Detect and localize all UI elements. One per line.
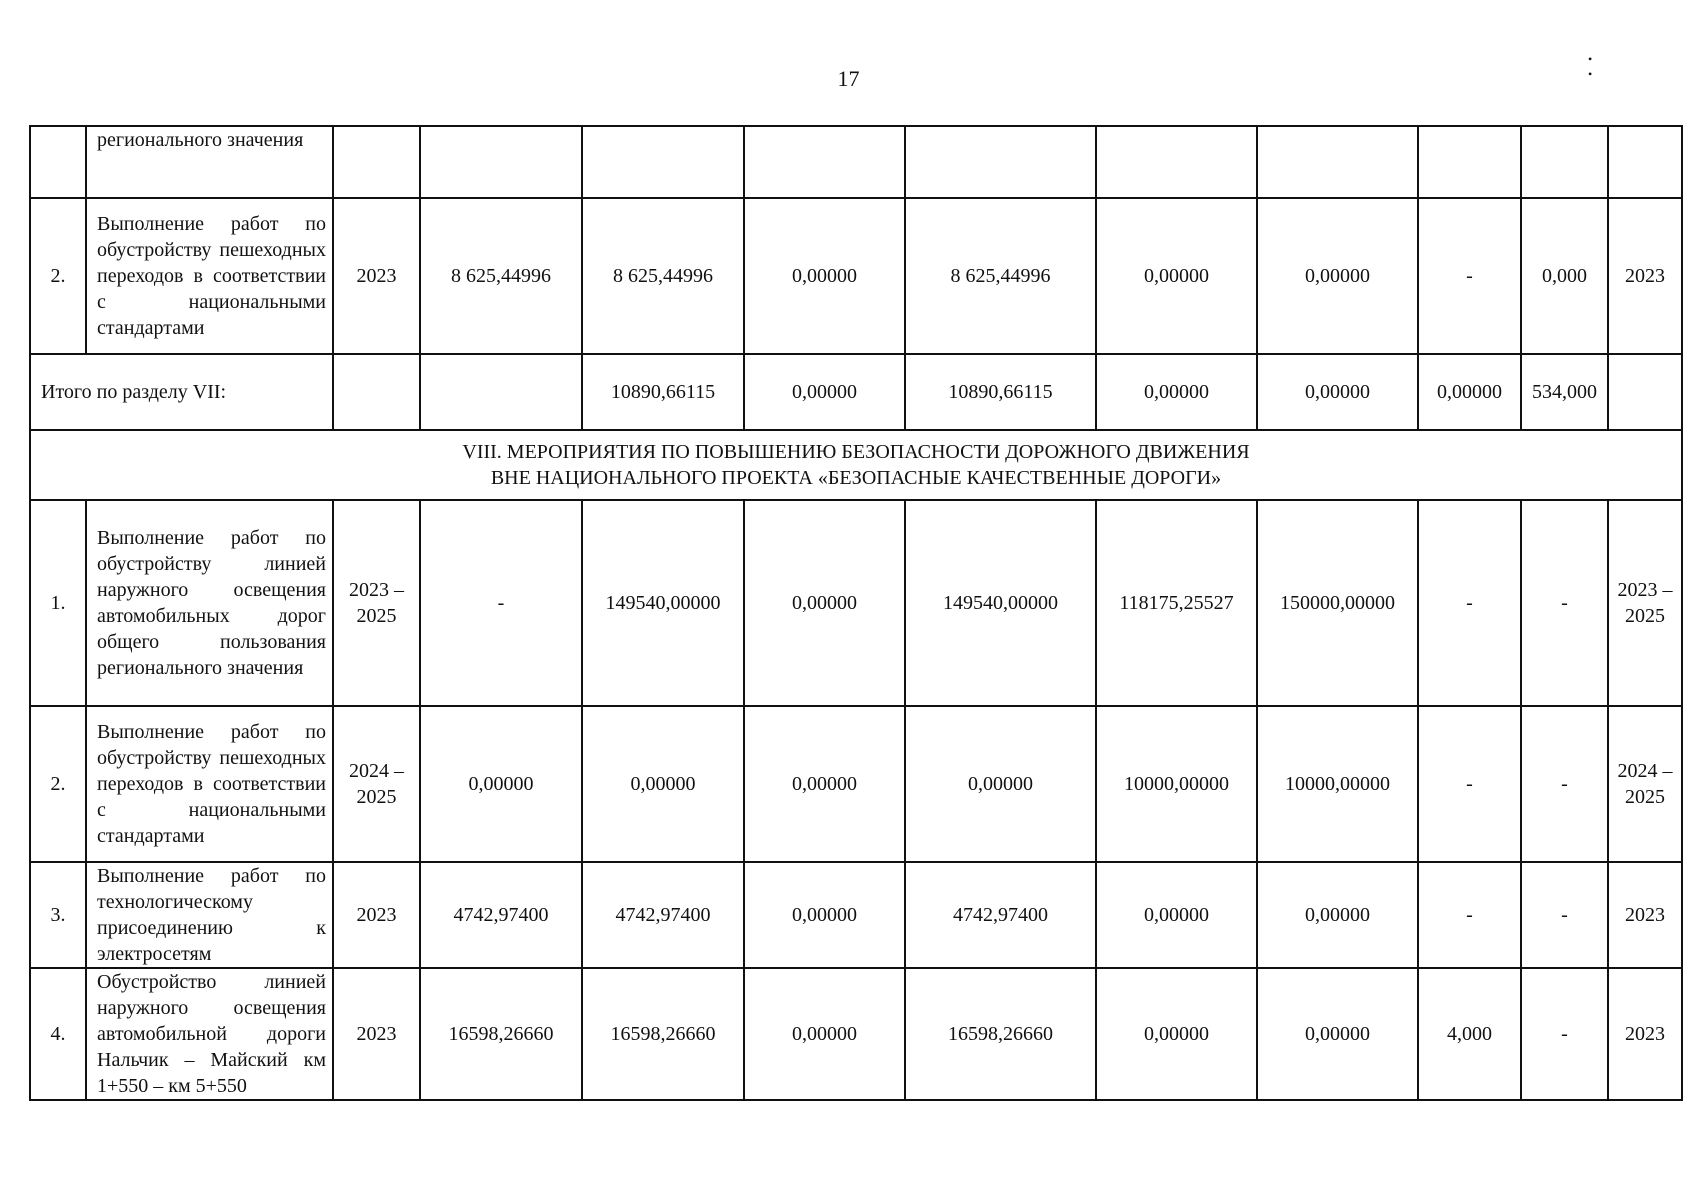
cell-value: -: [1418, 706, 1521, 862]
cell-value: -: [1521, 862, 1608, 968]
cell-value: 8 625,44996: [582, 198, 744, 354]
cell-name: Выполнение работ по обустройству линией наружного освещения автомобильных дорог общего пользования регионального значения: [86, 500, 333, 706]
cell-value: 0,00000: [744, 198, 905, 354]
cell-value: 4,000: [1418, 968, 1521, 1100]
cell-value: 8 625,44996: [420, 198, 582, 354]
section-heading-line-2: ВНЕ НАЦИОНАЛЬНОГО ПРОЕКТА «БЕЗОПАСНЫЕ КАЧЕСТВЕННЫЕ ДОРОГИ»: [490, 467, 1222, 489]
cell-period: 2023: [333, 968, 420, 1100]
cell-value: -: [1418, 500, 1521, 706]
cell-value: 8 625,44996: [905, 198, 1096, 354]
cell-name: Выполнение работ по технологическому присоединению к электросетям: [86, 862, 333, 968]
cell-value: -: [420, 500, 582, 706]
cell-value: 16598,26660: [905, 968, 1096, 1100]
cell-value: 149540,00000: [905, 500, 1096, 706]
table-row-total: [30, 354, 1682, 430]
cell-value: 16598,26660: [582, 968, 744, 1100]
cell-end-year: 2023: [1608, 198, 1682, 354]
cell-value: 10890,66115: [582, 354, 744, 430]
cell-value: 0,00000: [1418, 354, 1521, 430]
cell-end-year: 2023: [1608, 862, 1682, 968]
cell-name: Выполнение работ по обустройству пешеходных переходов в соответствии с национальными стандартами: [86, 706, 333, 862]
cell-period: 2024 – 2025: [333, 706, 420, 862]
cell-value: 0,00000: [582, 706, 744, 862]
cell-num: 1.: [30, 500, 86, 706]
cell-end-year: 2023: [1608, 968, 1682, 1100]
cell-num: [30, 126, 86, 198]
cell-value: 0,00000: [744, 354, 905, 430]
cell-value: 0,00000: [1257, 354, 1418, 430]
cell-value: 0,00000: [1096, 968, 1257, 1100]
section-heading-line-1: VIII. МЕРОПРИЯТИЯ ПО ПОВЫШЕНИЮ БЕЗОПАСНОСТИ ДОРОЖНОГО ДВИЖЕНИЯ: [462, 441, 1250, 463]
cell-value: 0,00000: [420, 706, 582, 862]
cell-value: 0,00000: [1096, 354, 1257, 430]
cell-name: Обустройство линией наружного освещения автомобильной дороги Нальчик – Майский км 1+550 – км 5+550: [86, 968, 333, 1100]
cell-value: 0,00000: [905, 706, 1096, 862]
section-heading-row: [30, 430, 1682, 500]
cell-value: 10890,66115: [905, 354, 1096, 430]
table-row: [30, 500, 1682, 706]
section-heading: [30, 430, 1682, 500]
cell-num: 3.: [30, 862, 86, 968]
cell-value: 4742,97400: [420, 862, 582, 968]
cell-end-year: 2023 – 2025: [1608, 500, 1682, 706]
cell-value: -: [1521, 500, 1608, 706]
cell-value: -: [1418, 862, 1521, 968]
cell-num: 4.: [30, 968, 86, 1100]
cell-end-year: 2024 – 2025: [1608, 706, 1682, 862]
cell-value: 10000,00000: [1257, 706, 1418, 862]
table-row: [30, 968, 1682, 1100]
page-number: 17: [837, 66, 860, 91]
cell-value: 0,00000: [1096, 862, 1257, 968]
cell-num: 2.: [30, 706, 86, 862]
cell-value: 0,00000: [1257, 862, 1418, 968]
cell-value: 10000,00000: [1096, 706, 1257, 862]
cell-name: регионального значения: [86, 126, 333, 198]
table-row-continued: [30, 126, 1682, 198]
table-row: [30, 862, 1682, 968]
cell-value: 0,00000: [744, 500, 905, 706]
cell-value: 16598,26660: [420, 968, 582, 1100]
cell-value: 0,00000: [744, 706, 905, 862]
cell-period: 2023: [333, 862, 420, 968]
cell-value: -: [1521, 968, 1608, 1100]
cell-period: 2023: [333, 198, 420, 354]
cell-value: 0,00000: [744, 862, 905, 968]
cell-value: 0,000: [1521, 198, 1608, 354]
cell-value: -: [1418, 198, 1521, 354]
cell-value: 4742,97400: [905, 862, 1096, 968]
cell-num: 2.: [30, 198, 86, 354]
table-row: [30, 198, 1682, 354]
cell-value: 534,000: [1521, 354, 1608, 430]
cell-period: 2023 – 2025: [333, 500, 420, 706]
cell-value: 4742,97400: [582, 862, 744, 968]
program-table: [29, 125, 1683, 1101]
cell-name: Выполнение работ по обустройству пешеходных переходов в соответствии с национальными стандартами: [86, 198, 333, 354]
cell-value: 0,00000: [744, 968, 905, 1100]
table-row: [30, 706, 1682, 862]
cell-value: 0,00000: [1257, 968, 1418, 1100]
cell-value: 150000,00000: [1257, 500, 1418, 706]
cell-value: 149540,00000: [582, 500, 744, 706]
cell-value: 0,00000: [1257, 198, 1418, 354]
total-label: Итого по разделу VII:: [30, 354, 333, 430]
cell-value: -: [1521, 706, 1608, 862]
cell-value: 0,00000: [1096, 198, 1257, 354]
corner-marks: • •: [1588, 52, 1645, 81]
cell-value: 118175,25527: [1096, 500, 1257, 706]
